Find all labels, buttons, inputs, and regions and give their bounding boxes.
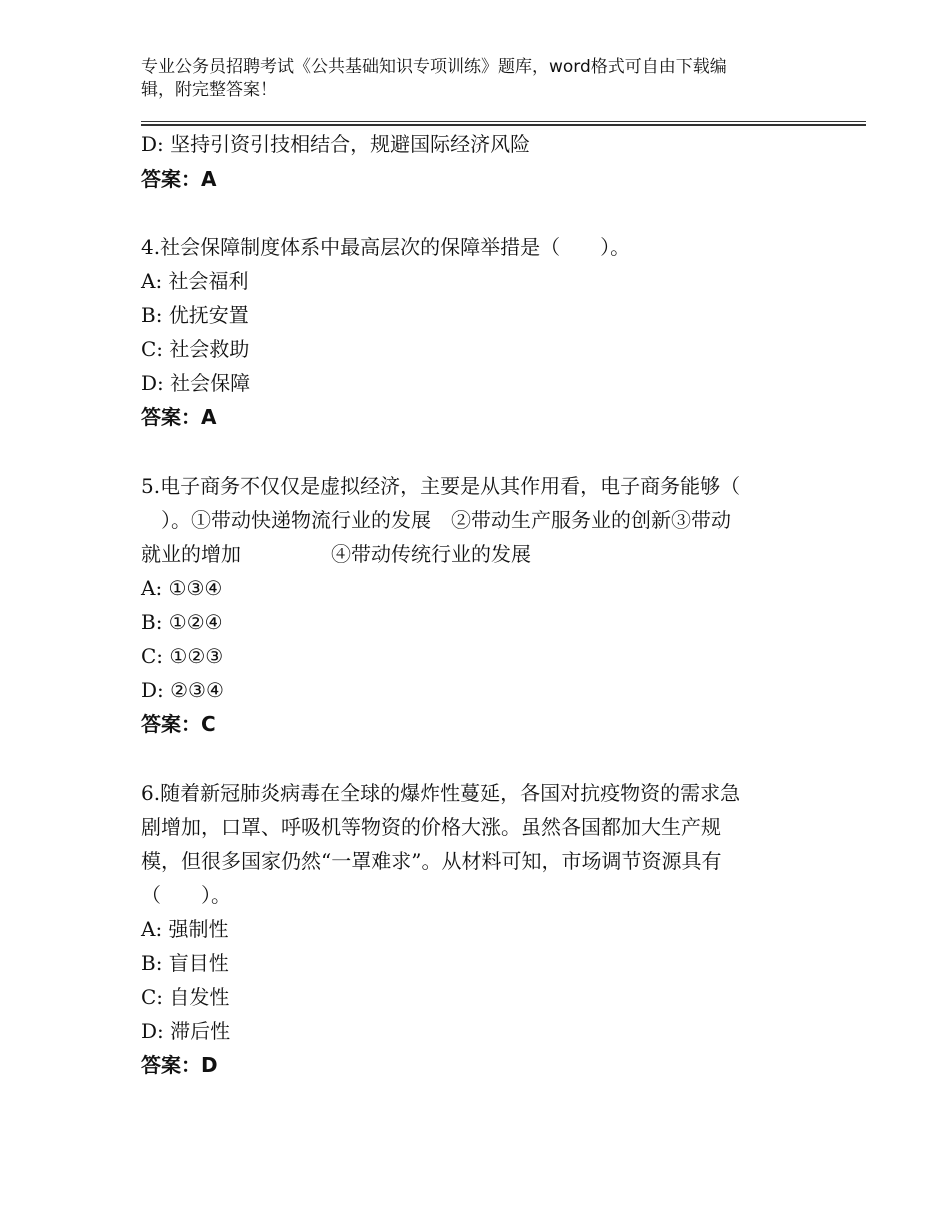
q6-stem-line-3: 模，但很多国家仍然“一罩难求”。从材料可知，市场调节资源具有 [141, 849, 722, 873]
q5-option-d: D: ②③④ [141, 678, 224, 702]
q4-option-b: B: 优抚安置 [141, 303, 249, 327]
q5-option-b: B: ①②④ [141, 610, 223, 634]
q5-option-c: C: ①②③ [141, 644, 224, 668]
header-line-1: 专业公务员招聘考试《公共基础知识专项训练》题库，word格式可自由下载编 [141, 57, 727, 77]
page-header [141, 56, 801, 102]
q5-stem-line-3b: ④带动传统行业的发展 [331, 542, 531, 566]
q6-option-a: A: 强制性 [141, 917, 229, 941]
q6-option-b: B: 盲目性 [141, 951, 229, 975]
q5-stem-line-3a: 就业的增加 [141, 542, 241, 566]
header-rule-thin [141, 121, 866, 122]
q5-option-a: A: ①③④ [141, 576, 223, 600]
q6-option-d: D: 滞后性 [141, 1019, 231, 1043]
q4-option-c: C: 社会救助 [141, 337, 250, 361]
prev-option-d: D: 坚持引资引技相结合，规避国际经济风险 [141, 132, 531, 156]
q4-option-a: A: 社会福利 [141, 269, 249, 293]
q4-answer: 答案：A [141, 405, 217, 429]
q6-stem-line-2: 剧增加，口罩、呼吸机等物资的价格大涨。虽然各国都加大生产规 [141, 815, 721, 839]
q5-stem-line-1: 5.电子商务不仅仅是虚拟经济，主要是从其作用看，电子商务能够（ [141, 474, 741, 498]
q5-answer: 答案：C [141, 712, 216, 736]
q6-stem-line-1: 6.随着新冠肺炎病毒在全球的爆炸性蔓延，各国对抗疫物资的需求急 [141, 781, 741, 805]
q5-stem-line-2b: ②带动生产服务业的创新③带动 [451, 508, 731, 532]
header-rule-thick [141, 124, 866, 126]
header-line-2: 辑，附完整答案！ [141, 80, 277, 100]
q5-stem-line-3 [141, 540, 531, 568]
q5-stem-line-2a: ）。①带动快递物流行业的发展 [141, 508, 431, 532]
q5-stem-line-2 [141, 506, 731, 534]
q6-stem-line-4: （ ）。 [141, 883, 231, 907]
q4-option-d: D: 社会保障 [141, 371, 251, 395]
q6-option-c: C: 自发性 [141, 985, 230, 1009]
q6-answer: 答案：D [141, 1053, 218, 1077]
prev-answer: 答案：A [141, 167, 217, 191]
q4-stem: 4.社会保障制度体系中最高层次的保障举措是（ ）。 [141, 235, 631, 259]
